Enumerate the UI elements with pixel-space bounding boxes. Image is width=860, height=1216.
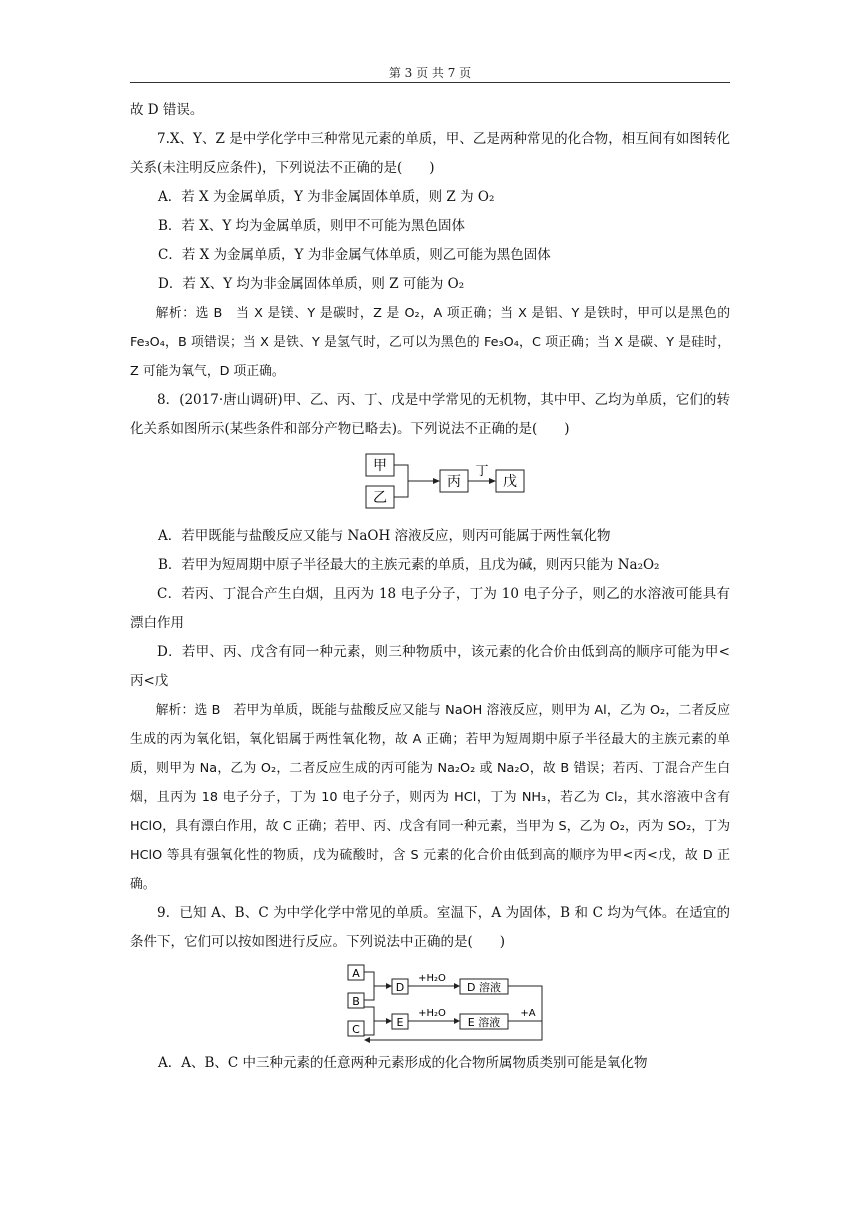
line-back-to-c	[368, 1014, 542, 1040]
label-e-sol: E 溶液	[467, 1016, 501, 1029]
q9-flow-diagram	[130, 963, 730, 1043]
q8-analysis: 解析：选 B 若甲为单质，既能与盐酸反应又能与 NaOH 溶液反应，则甲为 Al，乙为 O₂，二者反应生成的丙为氧化铝，氧化铝属于两性氧化物，故 A 正确；若甲为短周期中原子半径最大的主族元素的单质，则甲为 Na，乙为 O₂，二者反应生成的丙可能为 Na₂O₂ 或 Na₂O，故 B 错误；若丙、丁混合产生白烟，且丙为 18 电子分子，丁为 10 电子分子，则丙为 HCl，丁为 NH₃，若乙为 Cl₂，其水溶液中含有 HClO，具有漂白作用，故 C 正确；若甲、丙、戊含有同一种元素，当甲为 S，乙为 O₂，丙为 SO₂，丁为 HClO 等具有强氧化性的物质，戊为硫酸时，含 S 元素的化合价由低到高的顺序为甲<丙<戊，故 D 正确。	[130, 703, 730, 892]
carry-line: 故 D 错误。	[130, 102, 204, 118]
header-rule	[130, 82, 730, 83]
label-e: E	[396, 1016, 404, 1029]
page-header: 第 3 页 共 7 页	[388, 66, 472, 80]
label-water-2: +H₂O	[418, 1008, 446, 1019]
bracket-bc	[364, 1007, 374, 1035]
q8-diagram	[130, 450, 730, 516]
arrowhead-to-e	[386, 1018, 392, 1024]
label-d: D	[395, 981, 405, 994]
q8-option-d: D．若甲、丙、戊含有同一种元素，则三种物质中，该元素的化合价由低到高的顺序可能为甲<丙<戊	[130, 644, 730, 689]
bracket-line	[394, 465, 408, 497]
q8-option-c: C．若丙、丁混合产生白烟，且丙为 18 电子分子，丁为 10 电子分子，则乙的水溶液可能具有漂白作用	[130, 586, 730, 631]
q9-diagram	[130, 963, 730, 1043]
label-ding: 丁	[475, 464, 489, 479]
bracket-ab	[364, 972, 374, 1000]
label-a: A	[352, 967, 360, 980]
q7-option-c: C．若 X 为金属单质，Y 为非金属气体单质，则乙可能为黑色固体	[158, 247, 551, 263]
arrowhead-2	[489, 478, 496, 484]
document-body	[130, 96, 730, 1078]
arrowhead-to-d	[386, 983, 392, 989]
label-yi: 乙	[373, 490, 387, 506]
q7-option-a: A．若 X 为金属单质，Y 为非金属固体单质，则 Z 为 O₂	[158, 189, 495, 205]
arrowhead-d-sol	[454, 983, 460, 989]
label-jia: 甲	[373, 458, 387, 474]
label-bing: 丙	[447, 474, 461, 490]
q8-option-a: A．若甲既能与盐酸反应又能与 NaOH 溶液反应，则丙可能属于两性氧化物	[158, 528, 611, 544]
arrowhead-e-sol	[454, 1018, 460, 1024]
q9-option-a: A．A、B、C 中三种元素的任意两种元素形成的化合物所属物质类别可能是氧化物	[158, 1055, 648, 1071]
q8-option-b: B．若甲为短周期中原子半径最大的主族元素的单质，且戊为碱，则丙只能为 Na₂O₂	[158, 557, 660, 573]
q7-option-d: D．若 X、Y 均为非金属固体单质，则 Z 可能为 O₂	[158, 276, 465, 292]
label-b: B	[352, 995, 360, 1008]
q9-stem: 9．已知 A、B、C 为中学化学中常见的单质。室温下，A 为固体，B 和 C 均为气体。在适宜的条件下，它们可以按如图进行反应。下列说法中正确的是( )	[130, 905, 730, 950]
label-c: C	[352, 1023, 360, 1036]
label-water-1: +H₂O	[418, 973, 446, 984]
label-wu: 戊	[503, 474, 517, 490]
arrowhead-1	[433, 478, 440, 484]
q7-analysis: 解析：选 B 当 X 是镁、Y 是碳时，Z 是 O₂，A 项正确；当 X 是铝、Y 是铁时，甲可以是黑色的 Fe₃O₄，B 项错误；当 X 是铁、Y 是氢气时，乙可以为黑色的 Fe₃O₄，C 项正确；当 X 是碳、Y 是硅时，Z 可能为氧气，D 项正确。	[130, 306, 730, 379]
label-plus-a: +A	[520, 1008, 536, 1019]
q8-flow-diagram	[130, 450, 730, 516]
arrowhead-back-to-c	[364, 1037, 370, 1043]
q8-stem: 8．(2017·唐山调研)甲、乙、丙、丁、戊是中学常见的无机物，其中甲、乙均为单质，它们的转化关系如图所示(某些条件和部分产物已略去)。下列说法不正确的是( )	[130, 392, 730, 437]
q7-stem: 7.X、Y、Z 是中学化学中三种常见元素的单质，甲、乙是两种常见的化合物，相互间有如图转化关系(未注明反应条件)，下列说法不正确的是( )	[130, 131, 730, 176]
label-d-sol: D 溶液	[467, 981, 501, 994]
q7-option-b: B．若 X、Y 均为金属单质，则甲不可能为黑色固体	[158, 218, 466, 234]
